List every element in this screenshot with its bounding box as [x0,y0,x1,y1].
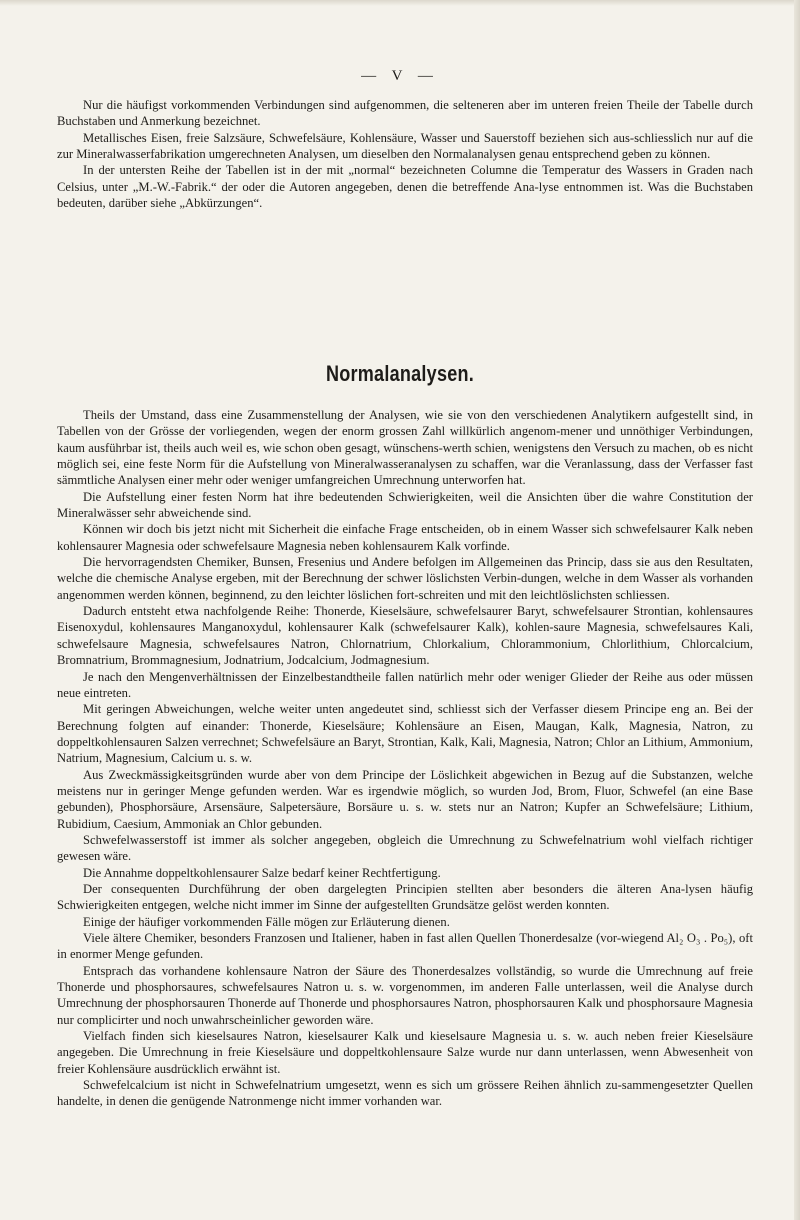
body-paragraph: Die hervorragendsten Chemiker, Bunsen, Fresenius und Andere befolgen im Allgemeinen das Princip, dass sie aus den Resultaten, welche die chemische Analyse ergeben, mit der Berechnung der schwer löslichsten Verbin-dungen, welche in dem Wasser als vorhanden angenommen werden können, beginnend, zu den leichter löslichen fort-schreiten und mit den leichtlöslichsten schliessen. [57,555,753,602]
body-paragraph: Dadurch entsteht etwa nachfolgende Reihe: Thonerde, Kieselsäure, schwefelsaurer Baryt, schwefelsaurer Strontian, kohlensaures Eisenoxydul, kohlensaures Manganoxydul, kohlensaurer Kalk (schwefelsaurer Kalk), kohlen-saure Magnesia, schwefelsaures Kali, schwefelsaure Magnesia, schwefelsaures Natron, Chlornatrium, Chlorkalium, Chlorammonium, Chlorlithium, Chlorcalcium, Bromnatrium, Brommagnesium, Jodnatrium, Jodcalcium, Jodmagnesium. [57,604,753,668]
section-heading: Normalanalysen. [325,361,475,386]
body-paragraph: Vielfach finden sich kieselsaures Natron, kieselsaurer Kalk und kieselsaure Magnesia u. s. w. auch neben freier Kieselsäure angegeben. Die Umrechnung in freie Kieselsäure und doppeltkohlensaure Salze wurde nur dann unterlassen, wenn Abwesenheit von freier Kohlensäure ausdrücklich erwähnt ist. [57,1029,753,1076]
intro-paragraph: Nur die häufigst vorkommenden Verbindungen sind aufgenommen, die selteneren aber im unteren freien Theile der Tabelle durch Buchstaben und Anmerkung bezeichnet. [57,98,753,129]
body-paragraph: Können wir doch bis jetzt nicht mit Sicherheit die einfache Frage entscheiden, ob in einem Wasser sich schwefelsaurer Kalk neben kohlensaurer Magnesia oder schwefelsaure Magnesia neben kohlensaurem Kalk vorfinde. [57,522,753,553]
body-paragraph: Der consequenten Durchführung der oben dargelegten Principien stellten aber besonders die älteren Ana-lysen häufig Schwierigkeiten entgegen, welche nicht immer im Sinne der aufgestellten Grundsätze gelöst werden konnten. [57,881,753,913]
body-paragraph: Viele ältere Chemiker, besonders Franzosen und Italiener, haben in fast allen Quellen Thonerdesalze (vor-wiegend Al₂ O₃ . Po₅), oft in enormer Menge gefunden. [57,931,753,962]
intro-paragraph: In der untersten Reihe der Tabellen ist in der mit „normal“ bezeichneten Columne die Temperatur des Wassers in Graden nach Celsius, unter „M.-W.-Fabrik.“ der oder die Autoren angegeben, denen die betreffende Ana-lyse entnommen ist. Was die Buchstaben bedeuten, darüber siehe „Abkürzungen“. [57,163,753,211]
body-paragraph: Aus Zweckmässigkeitsgründen wurde aber von dem Principe der Löslichkeit abgewichen in Bezug auf die Substanzen, welche meistens nur in geringer Menge gefunden werden. War es irgendwie möglich, so wurden Jod, Brom, Fluor, Schwefel (an eine Base gebunden), Phosphorsäure, Arsensäure, Salpetersäure, Borsäure u. s. w. stets nur an Natron; Kupfer an Schwefelsäure; Lithium, Rubidium, Caesium, Ammoniak an Chlor gebunden. [57,767,753,831]
body-paragraph: Die Aufstellung einer festen Norm hat ihre bedeutenden Schwierigkeiten, weil die Ansichten über die wahre Constitution der Mineralwässer sehr abweichende sind. [57,489,753,521]
body-paragraph: Einige der häufiger vorkommenden Fälle mögen zur Erläuterung dienen. [83,914,450,929]
body-paragraph: Schwefelcalcium ist nicht in Schwefelnatrium umgesetzt, wenn es sich um grössere Reihen ähnlich zu-sammengesetzter Quellen handelte, in denen die genügende Natronmenge nicht immer vorhanden war. [57,1078,753,1109]
intro-text [57,97,753,211]
body-paragraph: Je nach den Mengenverhältnissen der Einzelbestandtheile fallen natürlich mehr oder weniger Glieder der Reihe aus oder müssen neue eintreten. [57,669,753,700]
body-text [57,407,753,1110]
body-paragraph: Entsprach das vorhandene kohlensaure Natron der Säure des Thonerdesalzes vollständig, so wurde die Umrechnung auf freie Thonerde und phosphorsaures, schwefelsaures Natron u. s. w. vorgenommen, im anderen Falle unterlassen, weil die Analyse durch Umrechnung der phosphorsauren Thonerde auf Thonerde und phosphorsaures Natron, phosphorsauren Kalk und phosphorsaure Magnesia nur complicirter und noch unwahrscheinlicher geworden wäre. [57,963,753,1027]
body-paragraph: Schwefelwasserstoff ist immer als solcher angegeben, obgleich die Umrechnung zu Schwefelnatrium wohl vielfach richtiger gewesen wäre. [57,832,753,864]
page-number: — V — [361,68,439,84]
body-paragraph: Theils der Umstand, dass eine Zusammenstellung der Analysen, wie sie von den verschiedenen Analytikern aufgestellt sind, in Tabellen von der Grösse der vorliegenden, wegen der enorm grossen Zahl willkürlich angenom-mener und unnöthiger Verbindungen, kaum ausführbar ist, theils auch weil es, wie schon oben gesagt, wünschens-werth schien, wenigstens den Versuch zu machen, ob es nicht möglich sei, eine feste Norm für die Aufstellung von Mineralwasseranalysen zu schaffen, war die Veranlassung, dass der Verfasser fast sämmtliche Analysen einer mehr oder weniger umfangreichen Umrechnung unterworfen hat. [57,408,753,488]
body-paragraph: Die Annahme doppeltkohlensaurer Salze bedarf keiner Rechtfertigung. [83,865,441,880]
page-top-edge [0,0,800,6]
body-paragraph: Mit geringen Abweichungen, welche weiter unten angedeutet sind, schliesst sich der Verfasser diesem Principe eng an. Bei der Berechnung folgten auf einander: Thonerde, Kieselsäure; Kohlensäure an Eisen, Maugan, Kalk, Magnesia, Natron, zu doppeltkohlensauren Salzen verrechnet; Schwefelsäure an Baryt, Strontian, Kalk, Kali, Magnesia, Natron; Chlor an Lithium, Ammonium, Natrium, Magnesium, Calcium u. s. w. [57,702,753,766]
page-right-edge [794,0,800,1220]
intro-paragraph: Metallisches Eisen, freie Salzsäure, Schwefelsäure, Kohlensäure, Wasser und Sauerstoff beziehen sich aus-schliesslich nur auf die zur Mineralwasserfabrikation umgerechneten Analysen, um dieselben den Normalanalysen genau entsprechend geben zu können. [57,130,753,162]
